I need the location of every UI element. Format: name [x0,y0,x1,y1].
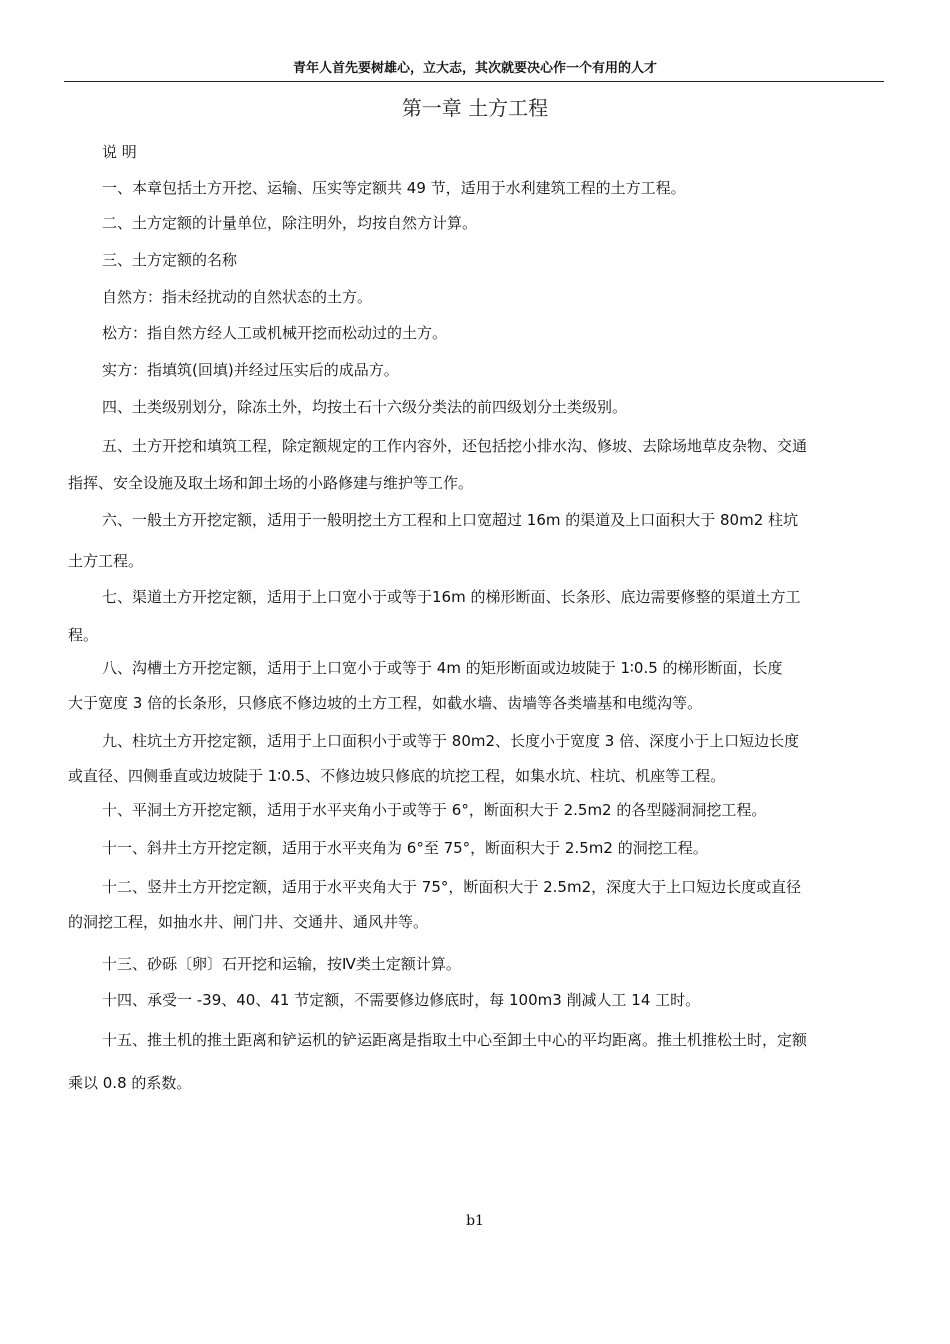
paragraph-line: 指挥、安全设施及取土场和卸土场的小路修建与维护等工作。 [68,474,474,492]
paragraph-line: 乘以 0.8 的系数。 [68,1074,192,1092]
paragraph-line: 八、沟槽土方开挖定额，适用于上口宽小于或等于 4m 的矩形断面或边坡陡于 1∶0.5 的梯形断面，长度 [102,659,783,677]
paragraph-line: 实方：指填筑(回填)并经过压实后的成品方。 [102,361,399,379]
paragraph-line: 五、土方开挖和填筑工程，除定额规定的工作内容外，还包括挖小排水沟、修坡、去除场地草皮杂物、交通 [102,437,808,455]
paragraph-line: 十、平洞土方开挖定额，适用于水平夹角小于或等于 6°，断面积大于 2.5m2 的各型隧洞洞挖工程。 [102,801,767,819]
paragraph-line: 九、柱坑土方开挖定额，适用于上口面积小于或等于 80m2、长度小于宽度 3 倍、深度小于上口短边长度 [102,732,800,750]
header-rule [64,81,884,82]
paragraph-line: 土方工程。 [68,552,144,570]
section-heading: 说 明 [102,143,137,161]
paragraph-line: 的洞挖工程，如抽水井、闸门井、交通井、通风井等。 [68,913,429,931]
paragraph-line: 十四、承受一 -39、40、41 节定额，不需要修边修底时，每 100m3 削减人工 14 工时。 [102,991,701,1009]
paragraph-line: 大于宽度 3 倍的长条形，只修底不修边坡的土方工程，如截水墙、齿墙等各类墙基和电缆沟等。 [68,694,703,712]
paragraph-line: 二、土方定额的计量单位，除注明外，均按自然方计算。 [102,214,478,232]
paragraph-line: 六、一般土方开挖定额，适用于一般明挖土方工程和上口宽超过 16m 的渠道及上口面积大于 80m2 柱坑 [102,511,799,529]
paragraph-line: 四、土类级别划分，除冻土外，均按土石十六级分类法的前四级划分土类级别。 [102,398,628,416]
paragraph-line: 三、土方定额的名称 [102,251,238,269]
paragraph-line: 七、渠道土方开挖定额，适用于上口宽小于或等于16m 的梯形断面、长条形、底边需要修整的渠道土方工 [102,588,801,606]
paragraph-line: 自然方：指未经扰动的自然状态的土方。 [102,288,373,306]
paragraph-line: 十一、斜井土方开挖定额，适用于水平夹角为 6°至 75°，断面积大于 2.5m2 的洞挖工程。 [102,839,708,857]
paragraph-line: 一、本章包括土方开挖、运输、压实等定额共 49 节，适用于水利建筑工程的土方工程。 [102,179,686,197]
page-number: b1 [466,1213,484,1229]
paragraph-line: 或直径、四侧垂直或边坡陡于 1∶0.5、不修边坡只修底的坑挖工程，如集水坑、柱坑、机座等工程。 [68,767,726,785]
paragraph-line: 十二、竖井土方开挖定额，适用于水平夹角大于 75°，断面积大于 2.5m2，深度大于上口短边长度或直径 [102,878,802,896]
paragraph-line: 十五、推土机的推土距离和铲运机的铲运距离是指取土中心至卸土中心的平均距离。推土机推松土时，定额 [102,1031,808,1049]
paragraph-line: 松方：指自然方经人工或机械开挖而松动过的土方。 [102,324,448,342]
running-header: 青年人首先要树雄心，立大志，其次就要决心作一个有用的人才 [292,61,657,76]
chapter-title: 第一章 土方工程 [401,96,549,120]
paragraph-line: 程。 [68,626,99,644]
paragraph-line: 十三、砂砾〔卵〕石开挖和运输，按Ⅳ类土定额计算。 [102,955,461,973]
